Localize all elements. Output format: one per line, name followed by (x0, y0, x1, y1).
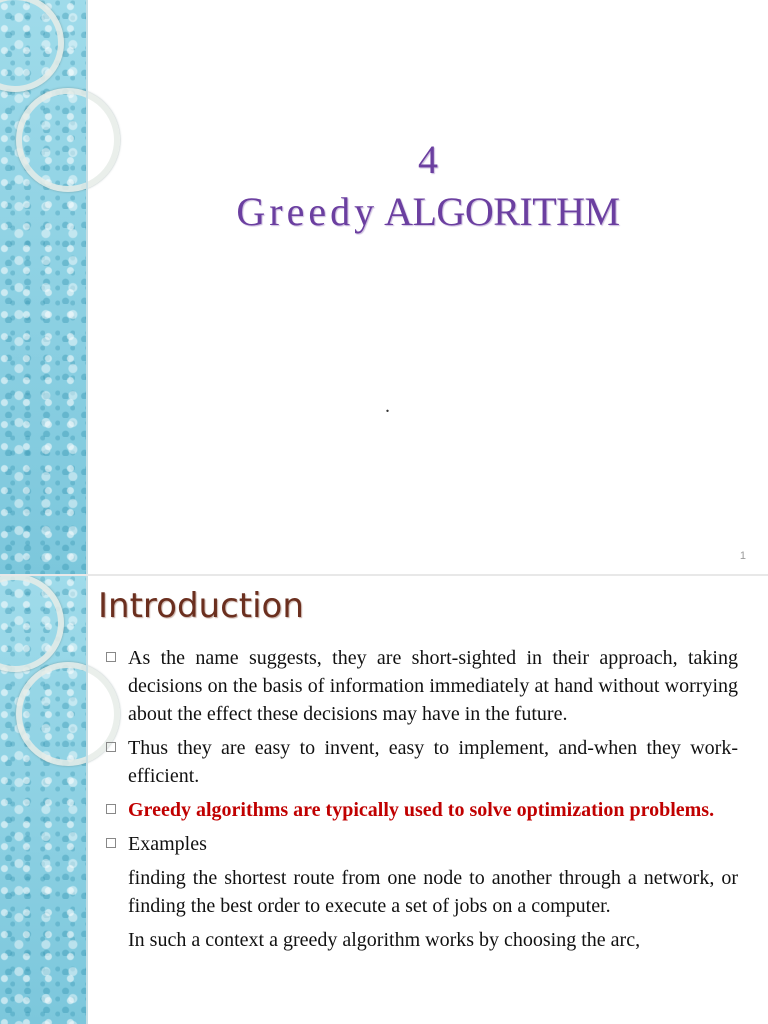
strip-divider (86, 576, 88, 1024)
bullet-square-icon (106, 652, 116, 662)
strip-divider (86, 0, 88, 576)
page-number: 1 (739, 550, 746, 562)
decorative-water-strip (0, 0, 86, 576)
decorative-ring (0, 0, 64, 92)
example-paragraph: finding the shortest route from one node to another through a network, or finding the best order to execute a set of jobs on a computer. (128, 867, 738, 917)
bullet-item-highlight (104, 796, 738, 824)
bullet-text: Thus they are easy to invent, easy to implement, and-when they work-efficient. (128, 737, 738, 787)
slide-title-word-algorithm: ALGORITHM (384, 189, 620, 234)
bullet-text: Examples (128, 833, 207, 855)
bullet-square-icon (106, 742, 116, 752)
decorative-ring (0, 576, 64, 672)
bullet-text: As the name suggests, they are short-sighted in their approach, taking decisions on the basis of information immediately at hand without worrying about the effect these decisions may have in the future. (128, 647, 738, 725)
bullet-text: Greedy algorithms are typically used to solve optimization problems. (128, 799, 715, 821)
slide-dot: . (385, 395, 390, 417)
slide-content (104, 644, 738, 960)
slide-title-word-greedy: Greedy (236, 189, 379, 234)
decorative-water-strip (0, 576, 86, 1024)
slide-heading: Introduction (98, 586, 304, 626)
bullet-square-icon (106, 804, 116, 814)
slide-title-number: 4 (418, 137, 438, 182)
example-paragraph: In such a context a greedy algorithm works by choosing the arc, (128, 929, 641, 951)
bullet-item (104, 830, 738, 858)
slide-title (88, 188, 768, 235)
introduction-slide (0, 576, 768, 1024)
bullet-item (104, 734, 738, 790)
bullet-square-icon (106, 838, 116, 848)
bullet-item (104, 644, 738, 728)
